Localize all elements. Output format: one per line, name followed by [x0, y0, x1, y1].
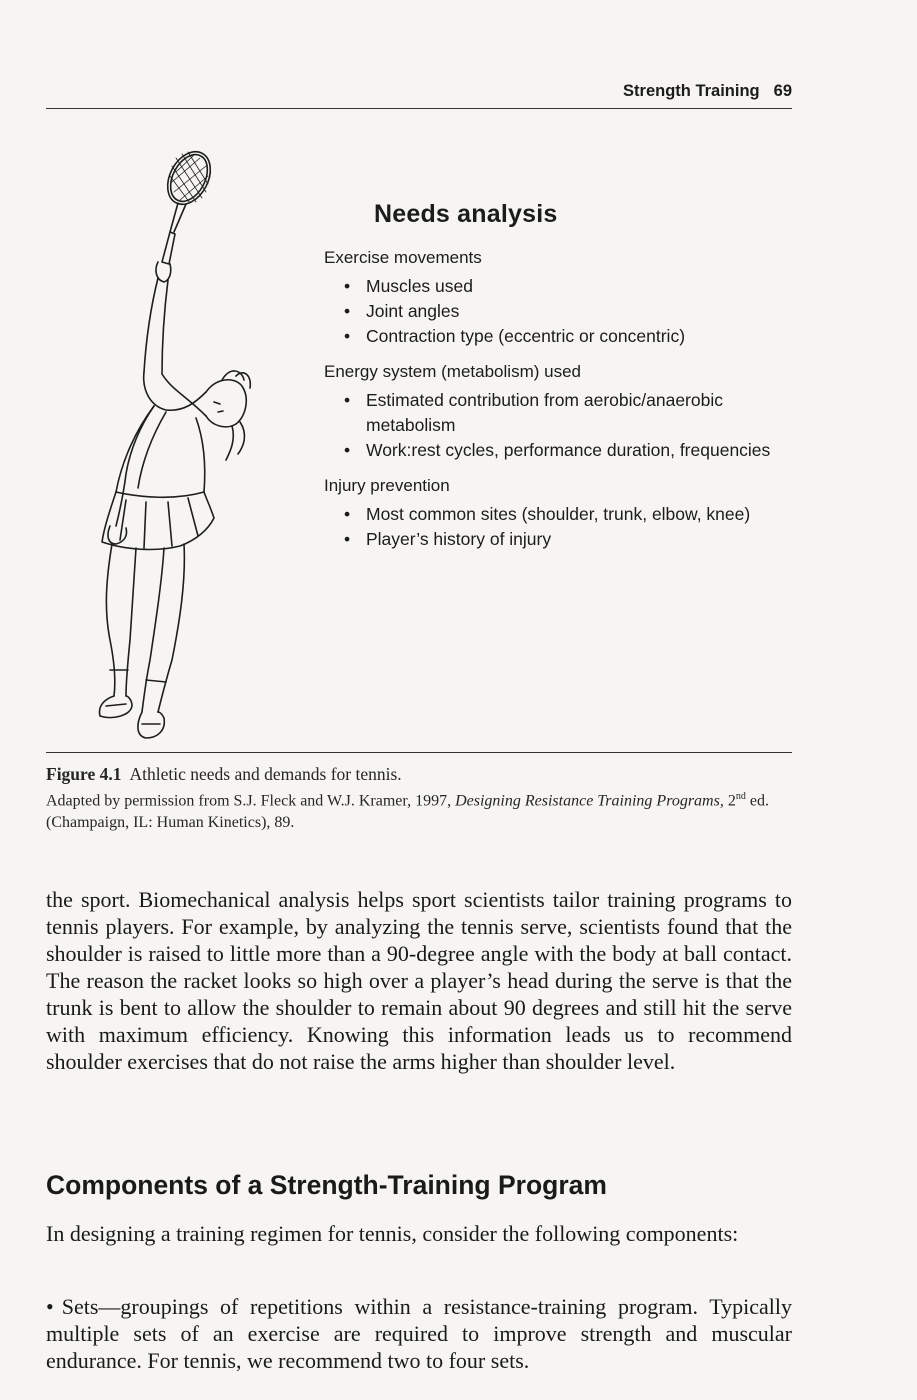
- figure-caption: [46, 762, 792, 834]
- group-list: [324, 274, 794, 349]
- list-item: • Player’s history of injury: [324, 527, 794, 552]
- list-item: • Estimated contribution from aerobic/anaerobic metabolism: [324, 388, 794, 438]
- running-title: Strength Training: [623, 82, 760, 100]
- list-item: • Contraction type (eccentric or concentric): [324, 324, 794, 349]
- group-energy-system: [324, 359, 794, 463]
- figure-divider: [46, 752, 792, 753]
- bullet-text: Sets—groupings of repetitions within a resistance-training program. Typically multiple sets of an exercise are required to improve strength and muscular endurance. For tennis, we recommend two to four sets.: [46, 1294, 792, 1373]
- page-number: 69: [773, 82, 792, 100]
- caption-credit: [46, 786, 792, 834]
- credit-edition-number: , 2: [719, 792, 736, 810]
- body-paragraph-2: In designing a training regimen for tennis, consider the following components:: [46, 1221, 739, 1246]
- credit-edition-suffix: nd: [735, 791, 746, 802]
- group-list: [324, 388, 794, 463]
- tennis-player-illustration: [46, 140, 326, 740]
- list-item: • Work:rest cycles, performance duration, frequencies: [324, 438, 794, 463]
- caption-text: Athletic needs and demands for tennis.: [129, 764, 402, 784]
- bullet-sets: [46, 1293, 792, 1374]
- group-exercise-movements: [324, 245, 794, 349]
- group-title: Energy system (metabolism) used: [324, 362, 581, 381]
- needs-analysis-panel: [324, 200, 794, 562]
- credit-pre: Adapted by permission from S.J. Fleck and W.J. Kramer, 1997,: [46, 792, 452, 810]
- list-item: • Most common sites (shoulder, trunk, elbow, knee): [324, 502, 794, 527]
- needs-analysis-heading: Needs analysis: [374, 200, 558, 228]
- running-header: [46, 82, 792, 109]
- credit-book-title: Designing Resistance Training Programs: [455, 792, 720, 810]
- group-title: Injury prevention: [324, 476, 450, 495]
- body-paragraph-1: the sport. Biomechanical analysis helps sport scientists tailor training programs to tennis players. For example, by analyzing the tennis serve, scientists found that the shoulder is raised to little more than a 90-degree angle with the body at ball contact. The reason the racket looks so high over a player’s head during the serve is that the trunk is bent to allow the shoulder to remain about 90 degrees and still hit the serve with maximum efficiency. Knowing this information leads us to recommend shoulder exercises that do not raise the arms higher than shoulder level.: [46, 887, 792, 1074]
- list-item: • Muscles used: [324, 274, 794, 299]
- credit-post: ed. (Champaign, IL: Human Kinetics), 89.: [46, 792, 769, 832]
- caption-label: Figure 4.1: [46, 764, 122, 784]
- group-injury-prevention: [324, 473, 794, 552]
- section-heading: Components of a Strength-Training Program: [46, 1170, 607, 1200]
- group-title: Exercise movements: [324, 248, 482, 267]
- group-list: [324, 502, 794, 552]
- bullet-icon: •: [46, 1294, 54, 1319]
- list-item: • Joint angles: [324, 299, 794, 324]
